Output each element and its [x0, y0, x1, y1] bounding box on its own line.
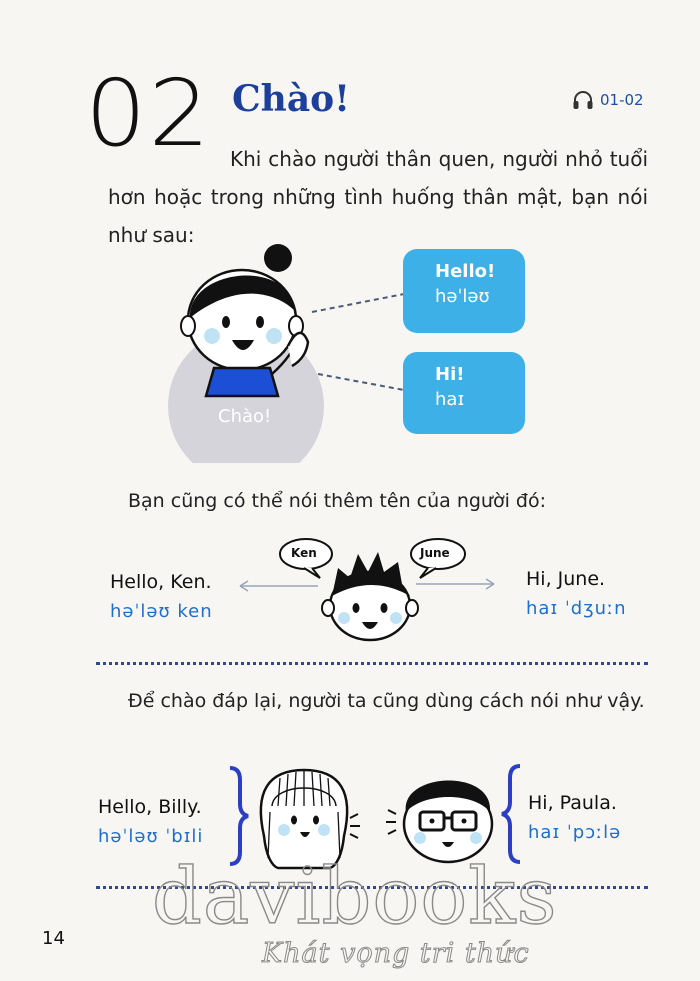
- hi-word: Hi!: [435, 364, 465, 385]
- page-number: 14: [42, 928, 65, 949]
- waving-girl-illustration: [160, 238, 410, 463]
- hello-ipa: həˈləʊ: [435, 286, 490, 307]
- hi-paula-phrase: Hi, Paula.: [528, 792, 617, 814]
- dotted-divider-top: [96, 662, 648, 665]
- hello-billy-phrase: Hello, Billy.: [98, 796, 202, 818]
- hi-paula-ipa: haɪ ˈpɔːlə: [528, 822, 622, 843]
- greeting-caption: Chào!: [218, 406, 272, 427]
- hi-june-phrase: Hi, June.: [526, 568, 606, 590]
- hello-word: Hello!: [435, 261, 496, 282]
- reply-section-text: Để chào đáp lại, người ta cũng dùng cách nói như vậy.: [128, 690, 645, 712]
- lesson-number: 02: [84, 60, 213, 167]
- watermark-tagline: Khát vọng tri thức: [262, 938, 530, 969]
- boy-greeting-illustration: [232, 534, 502, 646]
- hi-june-ipa: haɪ ˈdʒuːn: [526, 598, 627, 619]
- hello-billy-ipa: həˈləʊ ˈbɪli: [98, 826, 204, 847]
- names-section-text: Bạn cũng có thể nói thêm tên của người đó:: [128, 490, 546, 512]
- hello-bubble: [403, 249, 525, 333]
- audio-track[interactable]: [572, 90, 644, 110]
- hi-bubble: [403, 352, 525, 434]
- hello-ken-phrase: Hello, Ken.: [110, 571, 212, 593]
- intro-paragraph: Khi chào người thân quen, người nhỏ tuổi hơn hoặc trong những tình huống thân mật, bạn nói như sau:: [108, 147, 648, 247]
- hi-ipa: haɪ: [435, 389, 465, 410]
- track-number: 01-02: [600, 91, 644, 109]
- watermark-logo: davibooks: [152, 852, 558, 942]
- lesson-title: Chào!: [232, 78, 350, 120]
- hello-ken-ipa: həˈləʊ ken: [110, 601, 213, 622]
- speech-ken: Ken: [291, 546, 317, 560]
- headphones-icon: [572, 90, 594, 110]
- speech-june: June: [420, 546, 450, 560]
